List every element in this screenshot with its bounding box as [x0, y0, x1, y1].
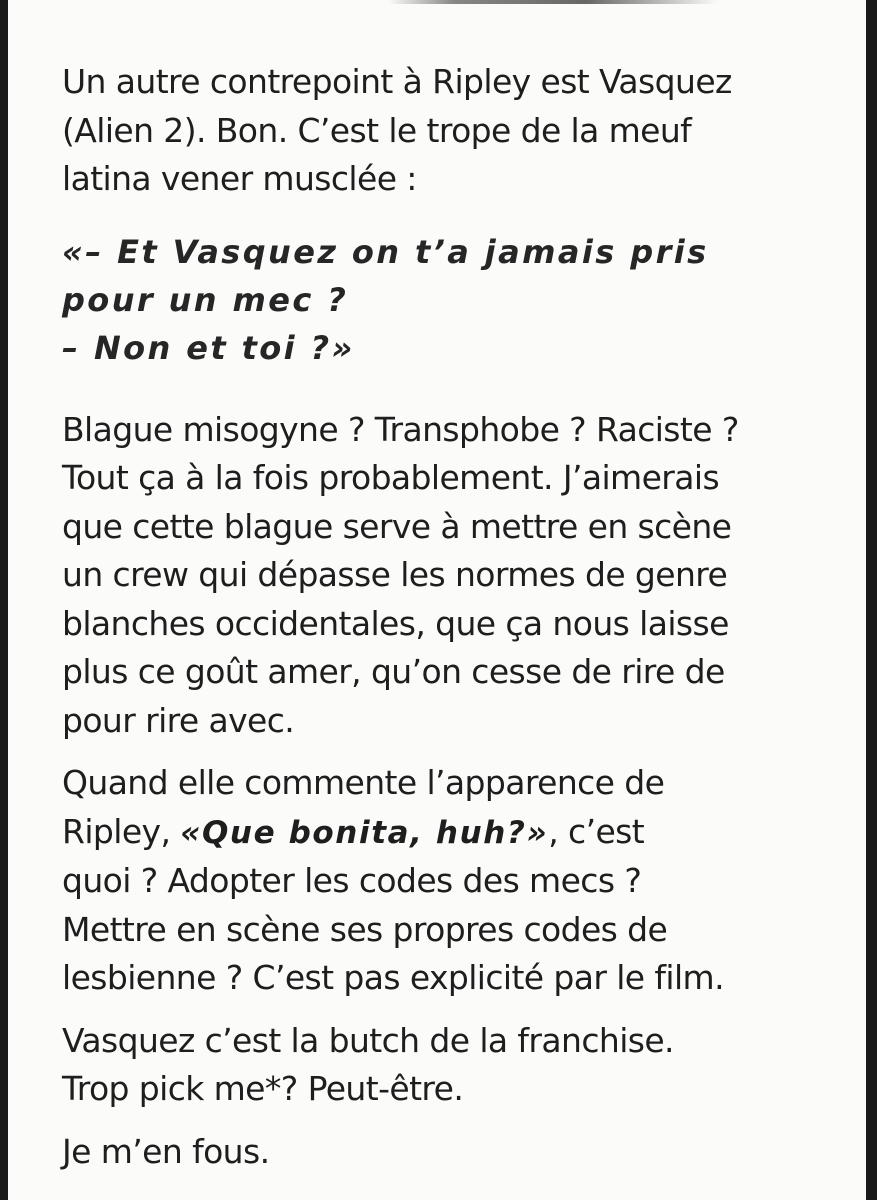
text-line: pour rire avec.: [62, 700, 295, 740]
text-line: quoi ? Adopter les codes des mecs ?: [62, 861, 642, 900]
page-top-mark: [388, 0, 718, 4]
text-line: que cette blague serve à mettre en scène: [62, 506, 732, 546]
paragraph-butch: [62, 1017, 852, 1114]
text-line: Tout ça à la fois probablement. J’aimerais: [62, 458, 720, 497]
paragraph-que-bonita: [62, 759, 852, 1003]
text-line: blanches occidentales, que ça nous laisse: [62, 603, 729, 643]
quote-line: pour un mec ?: [62, 280, 349, 319]
inline-quote: «Que bonita, huh?»: [180, 814, 549, 851]
text-line: un crew qui dépasse les normes de genre: [62, 555, 728, 594]
paragraph-joke-analysis: [62, 406, 852, 746]
text-line: (Alien 2). Bon. C’est le trope de la meuf: [62, 110, 692, 150]
text-line: Je m’en fous.: [62, 1131, 270, 1171]
page-content: [62, 58, 852, 1176]
text-run: Ripley,: [62, 811, 181, 851]
text-line-mixed: [62, 808, 852, 858]
text-line: Mettre en scène ses propres codes de: [62, 909, 668, 949]
text-line: Un autre contrepoint à Ripley est Vasquez: [62, 62, 732, 101]
paragraph-intro: [62, 58, 852, 204]
quote-line: «– Et Vasquez on t’a jamais pris: [62, 232, 709, 271]
text-line: Trop pick me*? Peut-être.: [62, 1069, 464, 1108]
text-line: lesbienne ? C’est pas explicité par le film.: [62, 958, 724, 997]
text-line: latina vener musclée :: [62, 159, 417, 198]
text-line: Blague misogyne ? Transphobe ? Raciste ?: [62, 409, 739, 449]
paragraph-closing: [62, 1128, 852, 1177]
text-line: Vasquez c’est la butch de la franchise.: [62, 1020, 674, 1060]
text-run: , c’est: [548, 811, 645, 851]
text-line: plus ce goût amer, qu’on cesse de rire de: [62, 652, 725, 691]
book-page: [8, 0, 866, 1200]
text-line: Quand elle commente l’apparence de: [62, 763, 665, 802]
quote-line: – Non et toi ?»: [62, 328, 355, 367]
film-quote: [62, 228, 852, 372]
